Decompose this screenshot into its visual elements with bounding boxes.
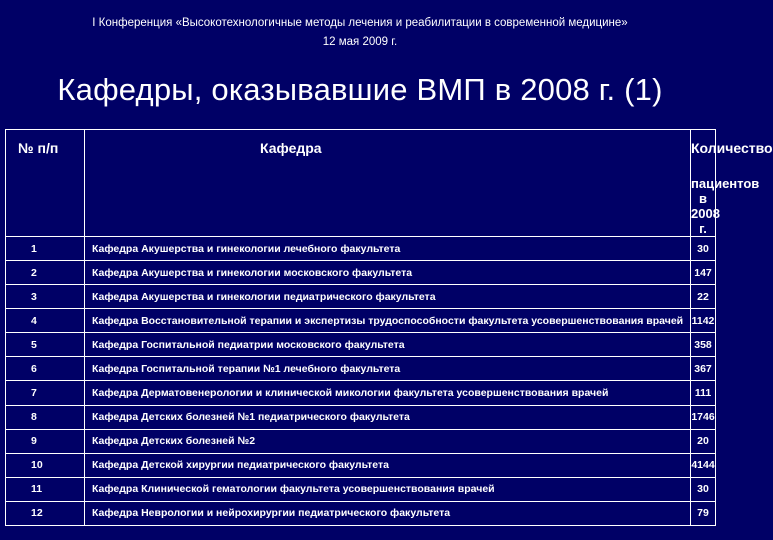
department-name: Кафедра Госпитальной педиатрии московского факультета — [85, 333, 691, 357]
department-name: Кафедра Акушерства и гинекологии московского факультета — [85, 261, 691, 285]
departments-table — [5, 129, 773, 526]
patient-count: 30 — [691, 477, 716, 501]
table-row — [6, 429, 716, 453]
column-header-number: № п/п — [6, 130, 85, 237]
table-row — [6, 285, 716, 309]
patient-count: 22 — [691, 285, 716, 309]
table-row — [6, 333, 716, 357]
department-name: Кафедра Восстановительной терапии и экспертизы трудоспособности факультета усовершенствования врачей — [85, 309, 691, 333]
department-name: Кафедра Акушерства и гинекологии педиатрического факультета — [85, 285, 691, 309]
department-name: Кафедра Детской хирургии педиатрического факультета — [85, 453, 691, 477]
row-number: 7 — [6, 381, 85, 405]
row-number: 3 — [6, 285, 85, 309]
row-number: 10 — [6, 453, 85, 477]
table-header-row — [6, 130, 716, 237]
patient-count: 4144 — [691, 453, 716, 477]
department-name: Кафедра Дерматовенерологии и клинической микологии факультета усовершенствования врачей — [85, 381, 691, 405]
department-name: Кафедра Неврологии и нейрохирургии педиатрического факультета — [85, 501, 691, 525]
department-name: Кафедра Детских болезней №2 — [85, 429, 691, 453]
table-row — [6, 309, 716, 333]
department-name: Кафедра Госпитальной терапии №1 лечебного факультета — [85, 357, 691, 381]
conference-name: I Конференция «Высокотехнологичные методы лечения и реабилитации в современной медицине» — [92, 17, 628, 29]
column-header-count — [691, 130, 773, 237]
patient-count: 367 — [691, 357, 716, 381]
row-number: 2 — [6, 261, 85, 285]
table-row — [6, 501, 716, 525]
row-number: 6 — [6, 357, 85, 381]
row-number: 1 — [6, 237, 85, 261]
row-number: 9 — [6, 429, 85, 453]
table-row — [6, 477, 716, 501]
column-header-department: Кафедра — [85, 130, 691, 237]
patient-count: 20 — [691, 429, 716, 453]
department-name: Кафедра Акушерства и гинекологии лечебного факультета — [85, 237, 691, 261]
table-row — [6, 381, 716, 405]
row-number: 5 — [6, 333, 85, 357]
slide-title: Кафедры, оказывавшие ВМП в 2008 г. (1) — [57, 72, 663, 107]
row-number: 11 — [6, 477, 85, 501]
department-name: Кафедра Клинической гематологии факультета усовершенствования врачей — [85, 477, 691, 501]
patient-count: 1142 — [691, 309, 716, 333]
table-row — [6, 357, 716, 381]
table-row — [6, 453, 716, 477]
department-name: Кафедра Детских болезней №1 педиатрического факультета — [85, 405, 691, 429]
row-number: 8 — [6, 405, 85, 429]
patient-count: 1746 — [691, 405, 716, 429]
column-header-count-line2: пациентов в 2008 г. — [691, 176, 760, 236]
patient-count: 111 — [691, 381, 716, 405]
row-number: 12 — [6, 501, 85, 525]
column-header-count-line1: Количество — [691, 140, 773, 156]
patient-count: 79 — [691, 501, 716, 525]
row-number: 4 — [6, 309, 85, 333]
patient-count: 30 — [691, 237, 716, 261]
table-row — [6, 237, 716, 261]
conference-date: 12 мая 2009 г. — [322, 36, 398, 48]
patient-count: 358 — [691, 333, 716, 357]
table-row — [6, 405, 716, 429]
table-row — [6, 261, 716, 285]
patient-count: 147 — [691, 261, 716, 285]
conference-header — [0, 14, 720, 52]
